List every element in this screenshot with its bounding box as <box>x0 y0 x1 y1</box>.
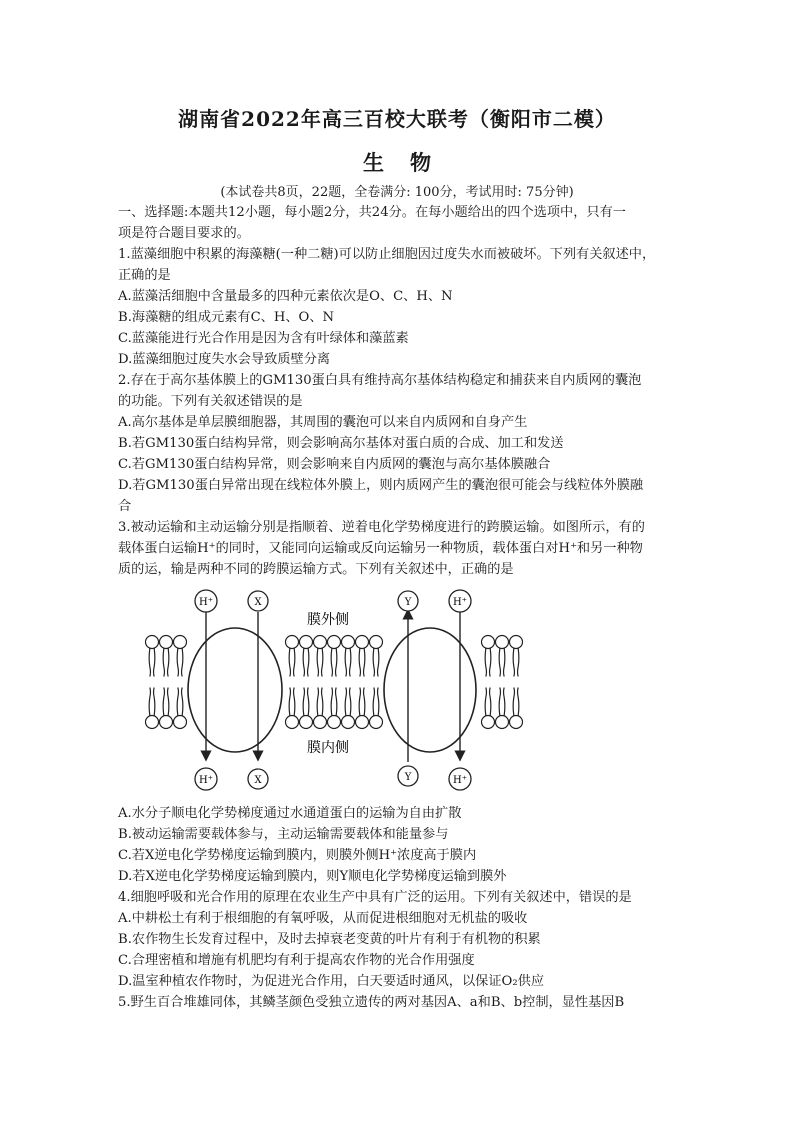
h-ion-bottom-right-label: H⁺ <box>453 775 467 786</box>
lipid-tail <box>513 649 514 677</box>
option-c: C.若X逆电化学势梯度运输到膜内，则膜外侧H⁺浓度高于膜内 <box>118 848 477 863</box>
lipid-tail <box>331 688 332 716</box>
question-stem: 5.野生百合堆雄同体，其鳞茎颜色受独立遗传的两对基因A、a和B、b控制，显性基因B <box>118 995 625 1010</box>
lipid-tail <box>294 649 295 677</box>
question-stem: 载体蛋白运输H⁺的同时，又能同向运输或反向运输另一种物质，载体蛋白对H⁺和另一种物 <box>118 541 643 556</box>
y-molecule-top-label: Y <box>404 597 412 608</box>
lipid-tail <box>154 649 155 677</box>
lipid-tail <box>317 688 318 716</box>
lipid-tail <box>345 649 346 677</box>
lipid-tail <box>350 688 351 716</box>
question-5 <box>118 992 678 1013</box>
option-c: C.蓝藻能进行光合作用是因为含有叶绿体和藻蓝素 <box>118 331 409 346</box>
lipid-head <box>300 716 313 729</box>
option-b: B.海藻糖的组成元素有C、H、O、N <box>118 310 335 325</box>
lipid-tail <box>308 688 309 716</box>
lipid-head <box>496 636 509 649</box>
lipid-head <box>482 636 495 649</box>
lipid-tail <box>518 688 519 716</box>
lipid-tail <box>499 688 500 716</box>
lipid-head <box>342 716 355 729</box>
lipid-tail <box>359 649 360 677</box>
question-stem: 4.细胞呼吸和光合作用的原理在农业生产中具有广泛的运用。下列有关叙述中，错误的是 <box>118 890 632 905</box>
y-molecule-bottom-label: Y <box>404 772 412 783</box>
lipid-head <box>146 636 159 649</box>
lipid-tail <box>177 649 178 677</box>
lipid-tail <box>485 688 486 716</box>
lipid-tail <box>322 688 323 716</box>
lipid-head <box>356 716 369 729</box>
subject-title: 生物 <box>363 150 457 175</box>
carrier-protein-right <box>384 628 476 752</box>
option-d: D.温室种植农作物时，为促进光合作用，白天要适时通风，以保证O₂供应 <box>118 974 545 989</box>
option-a: A.高尔基体是单层膜细胞器，其周围的囊泡可以来自内质网和自身产生 <box>118 415 528 430</box>
lipid-tail <box>182 649 183 677</box>
lipid-tail <box>289 649 290 677</box>
lipid-tail <box>359 688 360 716</box>
question-stem: 3.被动运输和主动运输分别是指顺着、逆着电化学势梯度进行的跨膜运输。如图所示，有的 <box>118 520 645 535</box>
lipid-tail <box>154 688 155 716</box>
lipid-tail <box>373 649 374 677</box>
lipid-head <box>286 716 299 729</box>
lipid-tail <box>345 688 346 716</box>
x-molecule-bottom-label: X <box>254 775 262 786</box>
lipid-tail <box>182 688 183 716</box>
lipid-tail <box>308 649 309 677</box>
lipid-head <box>328 716 341 729</box>
question-stem: 质的运，输是两种不同的跨膜运输方式。下列有关叙述中，正确的是 <box>118 562 514 577</box>
carrier-protein-left <box>188 628 282 752</box>
lipid-tail <box>504 649 505 677</box>
lipid-tail <box>163 649 164 677</box>
lipid-tail <box>518 649 519 677</box>
option-a: A.蓝藻活细胞中含量最多的四种元素依次是O、C、H、N <box>118 289 453 304</box>
lipid-tail <box>322 649 323 677</box>
option-c: C.若GM130蛋白结构异常，则会影响来自内质网的囊泡与高尔基体膜融合 <box>118 457 551 472</box>
option-c: C.合理密植和增施有机肥均有利于提高农作物的光合作用强度 <box>118 953 475 968</box>
lipid-tail <box>168 688 169 716</box>
question-stem: 的功能。下列有关叙述错误的是 <box>118 394 303 409</box>
option-b: B.被动运输需要载体参与，主动运输需要载体和能量参与 <box>118 827 449 842</box>
lipid-tail <box>303 688 304 716</box>
lipid-tail <box>294 688 295 716</box>
lipid-tail <box>163 688 164 716</box>
lipid-tail <box>513 688 514 716</box>
question-2 <box>118 370 678 517</box>
lipid-tail <box>364 649 365 677</box>
option-b: B.若GM130蛋白结构异常，则会影响高尔基体对蛋白质的合成、加工和发送 <box>118 436 564 451</box>
lipid-head <box>510 716 523 729</box>
lipid-tail <box>364 688 365 716</box>
lipid-head <box>510 636 523 649</box>
option-b: B.农作物生长发育过程中，及时去掉衰老变黄的叶片有利于有机物的积累 <box>118 932 541 947</box>
lipid-tail <box>485 649 486 677</box>
question-4 <box>118 887 678 992</box>
lipid-head <box>146 716 159 729</box>
option-a: A.水分子顺电化学势梯度通过水通道蛋白的运输为自由扩散 <box>118 806 462 821</box>
lipid-tail <box>177 688 178 716</box>
h-ion-bottom-left-label: H⁺ <box>199 775 213 786</box>
lipid-tail <box>378 649 379 677</box>
lipid-tail <box>373 688 374 716</box>
lipid-head <box>160 716 173 729</box>
h-ion-top-left-label: H⁺ <box>199 597 213 608</box>
question-3-options <box>118 803 678 887</box>
lipid-tail <box>149 688 150 716</box>
lipid-head <box>314 716 327 729</box>
question-stem: 2.存在于高尔基体膜上的GM130蛋白具有维持高尔基体结构稳定和捕获来自内质网的囊泡 <box>118 373 642 388</box>
lipid-head <box>300 636 313 649</box>
option-a: A.中耕松土有利于根细胞的有氧呼吸，从而促进根细胞对无机盐的吸收 <box>118 911 528 926</box>
lipid-head <box>370 636 383 649</box>
question-stem: 1.蓝藻细胞中积累的海藻糖(一种二糖)可以防止细胞因过度失水而被破坏。下列有关叙述中， <box>118 247 656 262</box>
lipid-tail <box>331 649 332 677</box>
lipid-tail <box>490 649 491 677</box>
lipid-head <box>174 636 187 649</box>
h-ion-top-right-label: H⁺ <box>453 597 467 608</box>
lipid-tail <box>149 649 150 677</box>
lipid-head <box>174 716 187 729</box>
lipid-tail <box>350 649 351 677</box>
lipid-tail <box>336 649 337 677</box>
lipid-head <box>286 636 299 649</box>
lipid-tail <box>168 649 169 677</box>
option-d: D.若X逆电化学势梯度运输到膜内，则Y顺电化学势梯度运输到膜外 <box>118 869 507 884</box>
question-stem: 正确的是 <box>118 268 171 283</box>
lipid-head <box>496 716 509 729</box>
section1-heading: 一、选择题:本题共12小题，每小题2分，共24分。在每小题给出的四个选项中，只有一 项是符合题目要求的。 <box>118 205 626 241</box>
lipid-tail <box>336 688 337 716</box>
lipid-tail <box>499 649 500 677</box>
lipid-tail <box>504 688 505 716</box>
inner-side-label: 膜内侧 <box>307 740 349 756</box>
lipid-tail <box>378 688 379 716</box>
lipid-tail <box>303 649 304 677</box>
option-d: D.若GM130蛋白异常出现在线粒体外膜上，则内质网产生的囊泡很可能会与线粒体外膜融 <box>118 478 644 493</box>
exam-info: (本试卷共8页，22题，全卷满分: 100分，考试用时: 75分钟) <box>220 185 574 200</box>
exam-title: 湖南省2022年高三百校大联考（衡阳市二模） <box>178 107 616 131</box>
lipid-head <box>342 636 355 649</box>
option-d-cont: 合 <box>118 499 132 514</box>
lipid-head <box>160 636 173 649</box>
lipid-head <box>370 716 383 729</box>
lipid-tail <box>317 649 318 677</box>
lipid-tail <box>289 688 290 716</box>
question-1 <box>118 244 678 370</box>
question-3 <box>118 517 678 580</box>
lipid-head <box>314 636 327 649</box>
lipid-head <box>482 716 495 729</box>
membrane-diagram <box>140 586 525 794</box>
lipid-tail <box>490 688 491 716</box>
outer-side-label: 膜外侧 <box>307 612 349 628</box>
option-d: D.蓝藻细胞过度失水会导致质壁分离 <box>118 352 331 367</box>
x-molecule-top-label: X <box>254 597 262 608</box>
lipid-head <box>356 636 369 649</box>
lipid-head <box>328 636 341 649</box>
